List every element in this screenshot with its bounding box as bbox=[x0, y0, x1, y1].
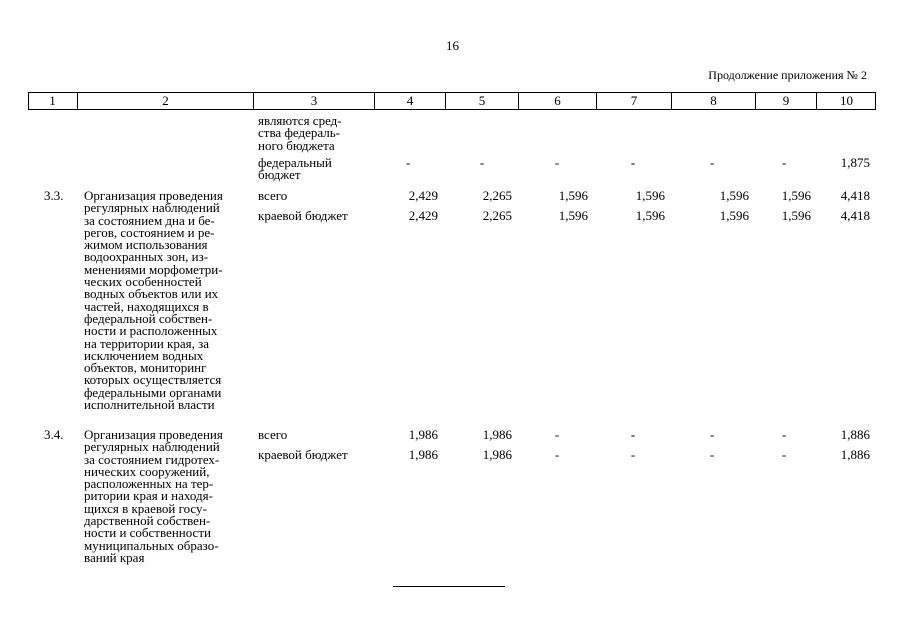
header-col-6: 6 bbox=[518, 93, 596, 109]
continuation-note: Продолжение приложения № 2 bbox=[708, 68, 867, 82]
cell-value: 1,986 bbox=[482, 427, 512, 442]
row-number: 3.4. bbox=[44, 427, 64, 442]
header-col-10: 10 bbox=[816, 93, 876, 109]
source-label: всего bbox=[258, 188, 288, 203]
cell-value: 1,986 bbox=[482, 447, 512, 462]
cell-value: 1,596 bbox=[781, 208, 811, 223]
cell-value: - bbox=[709, 447, 715, 462]
cell-value: 1,886 bbox=[840, 427, 870, 442]
row-number: 3.3. bbox=[44, 188, 64, 203]
cell-value: 4,418 bbox=[840, 208, 870, 223]
cell-value: 4,418 bbox=[840, 188, 870, 203]
federal-value: - bbox=[479, 155, 485, 170]
footer-rule bbox=[393, 586, 505, 587]
cell-value: - bbox=[709, 427, 715, 442]
cell-value: - bbox=[554, 447, 560, 462]
cell-value: 1,886 bbox=[840, 447, 870, 462]
cell-value: 1,986 bbox=[408, 427, 438, 442]
row-name: Организация проведения регулярных наблюдений за состоянием гидротех- нических сооружений, расположенных на тер- ритории края и находя- щихся в краевой госу- дарственной собствен- ности и собственности муниципальных образо- ваний края bbox=[84, 427, 223, 565]
federal-value: 1,875 bbox=[840, 155, 870, 170]
federal-value: - bbox=[554, 155, 560, 170]
federal-budget-label: федеральный бюджет bbox=[258, 155, 332, 183]
header-col-8: 8 bbox=[671, 93, 755, 109]
cell-value: - bbox=[781, 427, 787, 442]
header-col-1: 1 bbox=[49, 93, 56, 108]
cell-value: - bbox=[630, 427, 636, 442]
cell-value: 1,596 bbox=[558, 188, 588, 203]
federal-value: - bbox=[781, 155, 787, 170]
cell-value: - bbox=[554, 427, 560, 442]
page-number: 16 bbox=[446, 38, 459, 53]
header-col-5: 5 bbox=[445, 93, 518, 109]
header-col-9: 9 bbox=[755, 93, 816, 109]
cell-value: 2,265 bbox=[482, 188, 512, 203]
cell-value: 2,265 bbox=[482, 208, 512, 223]
cell-value: 1,596 bbox=[719, 188, 749, 203]
source-label: всего bbox=[258, 427, 288, 442]
cell-value: 1,596 bbox=[635, 188, 665, 203]
header-col-4: 4 bbox=[374, 93, 445, 109]
cell-value: 1,596 bbox=[635, 208, 665, 223]
table-header bbox=[28, 92, 876, 110]
header-col-3: 3 bbox=[253, 93, 374, 109]
federal-value: - bbox=[709, 155, 715, 170]
source-continuation: являются сред- ства федераль- ного бюджета bbox=[258, 113, 342, 153]
cell-value: 1,596 bbox=[781, 188, 811, 203]
cell-value: 2,429 bbox=[408, 208, 438, 223]
cell-value: 1,596 bbox=[558, 208, 588, 223]
federal-value: - bbox=[630, 155, 636, 170]
row-name: Организация проведения регулярных наблюдений за состоянием дна и бе- регов, состоянием и ре- жимом использования водоохранных зон, из- менениями морфометри- ческих особенностей водных объектов или их частей, находящихся в федеральной собствен- ности и расположенных на территории края, за исключением водных объектов, мониторинг которых осуществляется федеральными органами исполнительной власти bbox=[84, 188, 223, 413]
federal-value: - bbox=[405, 155, 411, 170]
cell-value: 1,986 bbox=[408, 447, 438, 462]
source-label: краевой бюджет bbox=[258, 447, 348, 462]
source-label: краевой бюджет bbox=[258, 208, 348, 223]
cell-value: - bbox=[630, 447, 636, 462]
header-col-2: 2 bbox=[77, 93, 253, 109]
cell-value: 1,596 bbox=[719, 208, 749, 223]
cell-value: 2,429 bbox=[408, 188, 438, 203]
header-col-7: 7 bbox=[596, 93, 671, 109]
cell-value: - bbox=[781, 447, 787, 462]
